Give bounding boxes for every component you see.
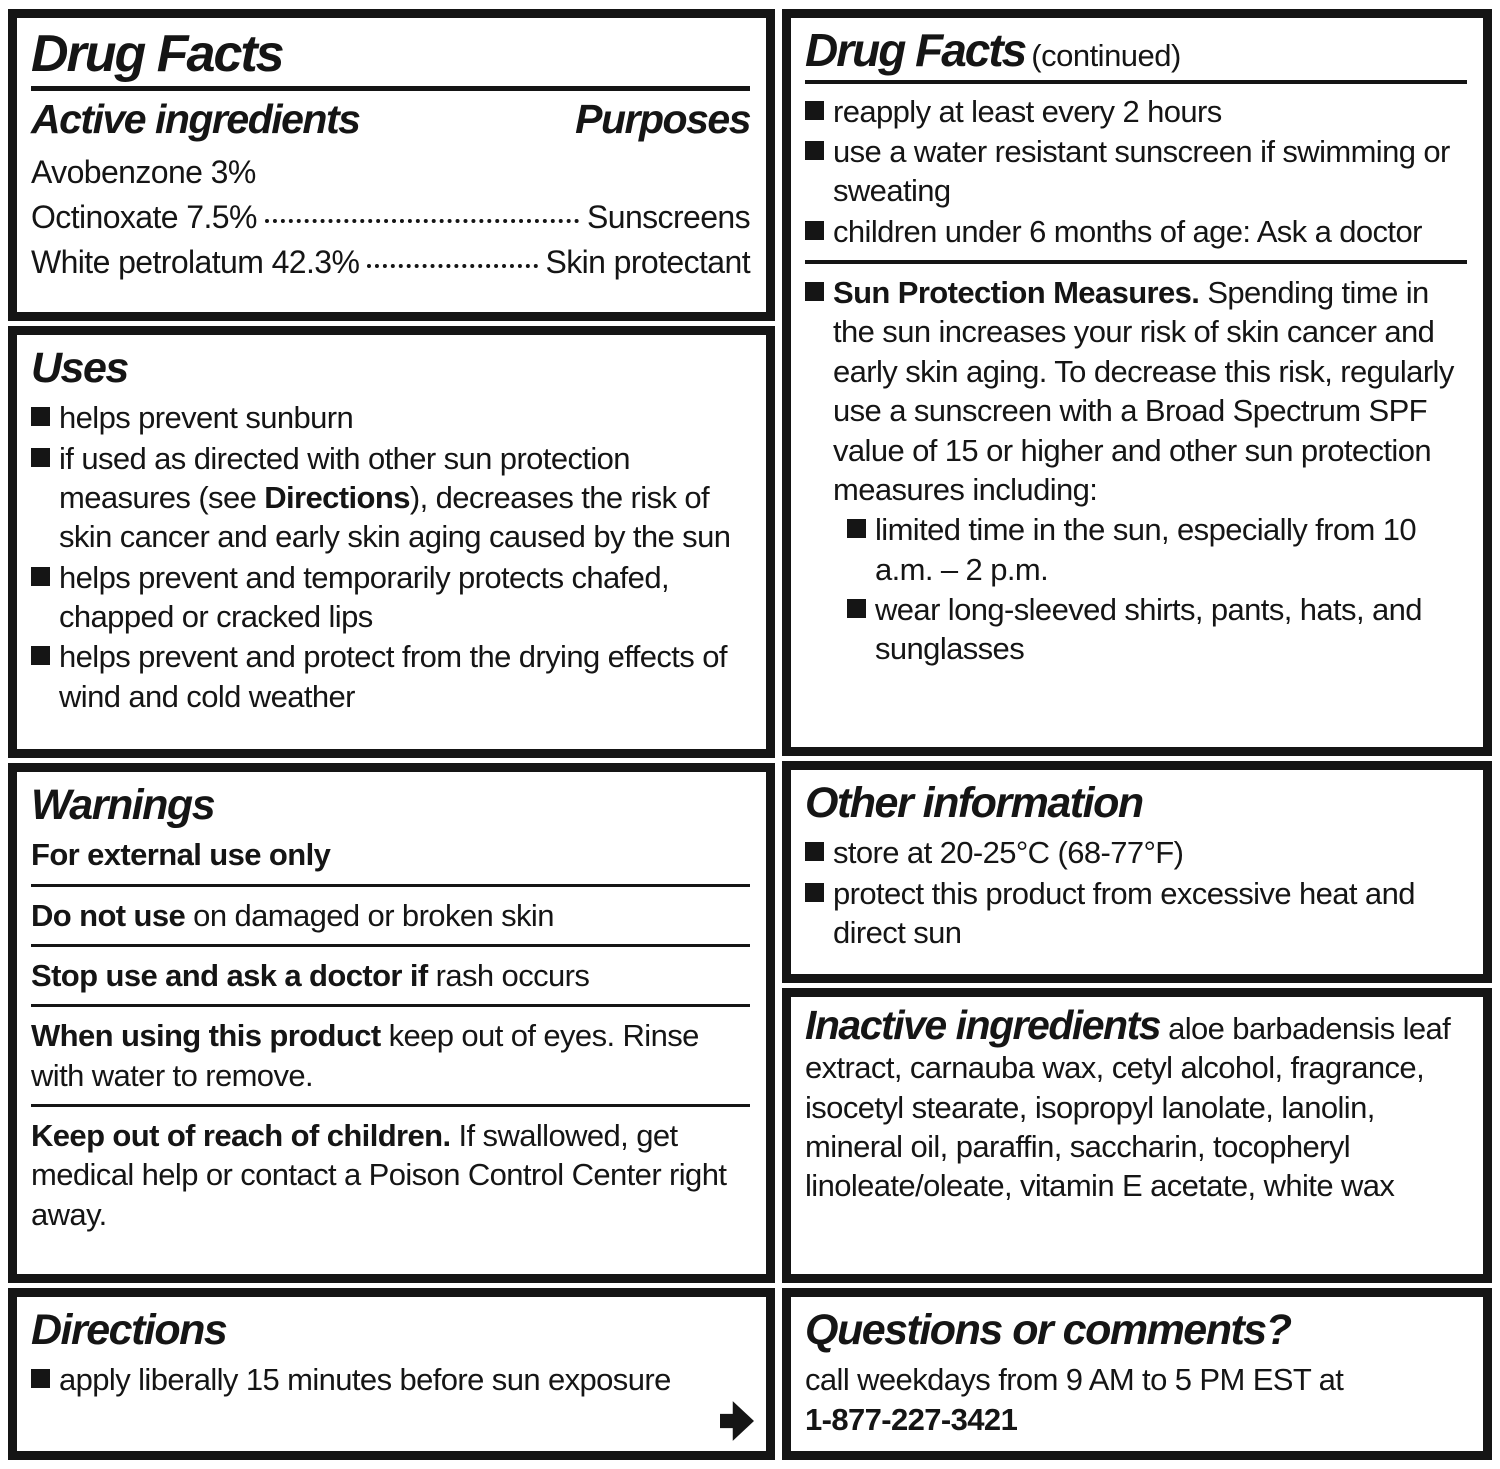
bullet-square-icon xyxy=(31,448,50,467)
uses-bullet xyxy=(31,398,750,437)
continued-bullet xyxy=(805,212,1467,251)
uses-bullet xyxy=(31,637,750,716)
bullet-square-icon xyxy=(805,221,824,240)
continued-bullet-text: reapply at least every 2 hours xyxy=(833,93,1222,129)
questions-heading: Questions or comments? xyxy=(805,1306,1291,1354)
dot-leader xyxy=(265,219,579,223)
sun-protection-body: Spending time in the sun increases your risk of skin cancer and early skin aging. To decrease this risk, regularly use a sunscreen with a Broad Spectrum SPF value of 15 or higher and other sun protection measures including: xyxy=(833,275,1454,507)
drug-facts-title-text: Drug Facts xyxy=(805,24,1026,76)
inactive-ingredients-paragraph xyxy=(805,1002,1467,1206)
uses-heading: Uses xyxy=(31,344,128,392)
warning-item xyxy=(31,1016,750,1095)
directions-section xyxy=(8,1288,775,1460)
sun-protection-sub-text: wear long-sleeved shirts, pants, hats, and sunglasses xyxy=(875,591,1422,667)
ingredient-purpose: Sunscreens xyxy=(587,198,750,235)
inactive-ingredients-list: aloe barbadensis leaf extract, carnauba wax, cetyl alcohol, fragrance, isocetyl stearate, isopropyl lanolate, lanolin, mineral oil, paraffin, saccharin, tocopheryl linoleate/oleate, vitamin E acetate, white wax xyxy=(805,1011,1451,1204)
warning-bold: Stop use and ask a doctor if xyxy=(31,958,428,994)
uses-bullet-text: helps prevent and temporarily protects chafed, chapped or cracked lips xyxy=(59,559,669,635)
warnings-heading: Warnings xyxy=(31,781,215,829)
warning-bold: For external use only xyxy=(31,837,331,873)
ingredient-name: Avobenzone 3% xyxy=(31,154,256,191)
divider xyxy=(31,944,750,947)
warning-item xyxy=(31,835,750,874)
sun-protection-sub-text: limited time in the sun, especially from 10 a.m. – 2 p.m. xyxy=(875,512,1417,587)
drug-facts-title: Drug Facts xyxy=(31,25,283,83)
questions-phone-number: 1-877-227-3421 xyxy=(805,1401,1018,1437)
sun-protection-sub-bullet xyxy=(847,510,1467,589)
other-information-text: store at 20-25°C (68-77°F) xyxy=(833,835,1184,871)
inactive-ingredients-section xyxy=(782,988,1492,1283)
bullet-square-icon xyxy=(805,842,824,861)
continued-bullet xyxy=(805,92,1467,131)
questions-comments-section xyxy=(782,1288,1492,1460)
ingredient-row xyxy=(31,150,750,195)
uses-bullet-text xyxy=(59,439,750,557)
bullet-square-icon xyxy=(31,1369,50,1388)
bullet-square-icon xyxy=(31,567,50,586)
directions-bullet xyxy=(31,1360,750,1399)
other-information-heading: Other information xyxy=(805,779,1143,827)
continued-bullet-text: use a water resistant sunscreen if swimming or sweating xyxy=(833,134,1450,209)
continued-bullet xyxy=(805,132,1467,211)
left-column xyxy=(8,9,775,1460)
drug-facts-continued-section xyxy=(782,9,1492,756)
warning-text: on damaged or broken skin xyxy=(185,897,554,933)
uses-bullet-text: helps prevent and protect from the drying effects of wind and cold weather xyxy=(59,639,727,714)
divider xyxy=(31,884,750,887)
ingredient-row xyxy=(31,195,750,240)
inactive-ingredients-heading: Inactive ingredients xyxy=(805,1002,1161,1048)
continuation-arrow-icon xyxy=(720,1399,754,1443)
divider xyxy=(31,86,750,91)
divider xyxy=(805,260,1467,264)
uses-bullet xyxy=(31,558,750,637)
warning-text: keep out of eyes. Rinse with water to remove. xyxy=(31,1018,699,1093)
uses-bullet-text-part: ), decreases the risk of skin cancer and early skin aging caused by the sun xyxy=(59,480,731,555)
continued-bullet-text: children under 6 months of age: Ask a doctor xyxy=(833,213,1422,249)
drug-facts-continued-title xyxy=(805,26,1467,76)
divider xyxy=(31,1004,750,1007)
ingredient-purpose: Skin protectant xyxy=(545,243,750,280)
questions-call-line: call weekdays from 9 AM to 5 PM EST at xyxy=(805,1362,1344,1398)
continued-label: (continued) xyxy=(1031,38,1181,73)
other-information-bullet xyxy=(805,833,1467,872)
warning-item xyxy=(31,956,750,995)
bullet-square-icon xyxy=(805,101,824,120)
warnings-section xyxy=(8,763,775,1283)
bullet-square-icon xyxy=(805,141,824,160)
active-ingredients-header xyxy=(31,96,750,143)
sun-protection-sub-bullet xyxy=(847,590,1467,669)
divider xyxy=(31,1104,750,1107)
ingredient-name: Octinoxate 7.5% xyxy=(31,198,257,235)
divider xyxy=(805,80,1467,84)
directions-heading: Directions xyxy=(31,1306,227,1354)
right-column xyxy=(782,9,1492,1460)
sun-protection-bold: Sun Protection Measures. xyxy=(833,275,1200,311)
uses-bullet xyxy=(31,439,750,557)
bullet-square-icon xyxy=(31,646,50,665)
sun-protection-bullet xyxy=(805,273,1467,509)
bullet-square-icon xyxy=(805,883,824,902)
bullet-square-icon xyxy=(805,282,824,301)
dot-leader xyxy=(367,264,537,268)
active-ingredients-section xyxy=(8,9,775,321)
ingredient-row xyxy=(31,240,750,285)
uses-section xyxy=(8,326,775,758)
bullet-square-icon xyxy=(31,407,50,426)
sun-protection-text xyxy=(833,273,1467,509)
uses-bullet-text-part: if used as directed with other sun protection measures (see xyxy=(59,440,630,516)
other-information-bullet xyxy=(805,874,1467,953)
other-information-text: protect this product from excessive heat and direct sun xyxy=(833,875,1415,951)
warning-text: If swallowed, get medical help or contact a Poison Control Center right away. xyxy=(31,1118,727,1232)
active-ingredients-heading: Active ingredients xyxy=(31,96,360,143)
warning-item xyxy=(31,896,750,935)
ingredient-name: White petrolatum 42.3% xyxy=(31,243,360,280)
warning-bold: Keep out of reach of children. xyxy=(31,1118,451,1154)
uses-bullet-text: helps prevent sunburn xyxy=(59,400,354,436)
warning-bold: Do not use xyxy=(31,897,186,933)
warning-text: rash occurs xyxy=(427,958,590,994)
warning-item xyxy=(31,1116,750,1234)
directions-bullet-text: apply liberally 15 minutes before sun exposure xyxy=(59,1362,671,1398)
other-information-section xyxy=(782,761,1492,983)
purposes-heading: Purposes xyxy=(575,96,750,143)
bullet-square-icon xyxy=(847,519,866,538)
bullet-square-icon xyxy=(847,599,866,618)
warning-bold: When using this product xyxy=(31,1018,381,1054)
uses-bullet-bold: Directions xyxy=(264,480,410,516)
